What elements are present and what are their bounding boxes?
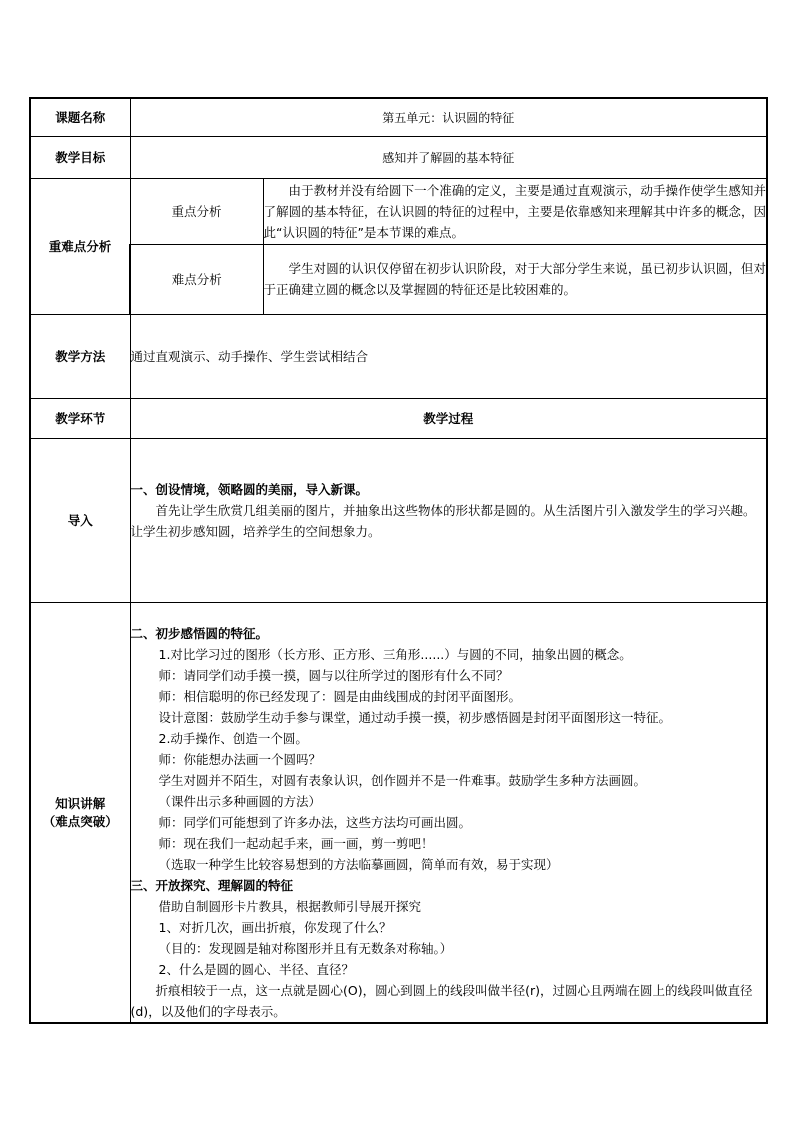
lesson-plan-table	[29, 97, 768, 1024]
knowledge-line: （目的：发现圆是轴对称图形并且有无数条对称轴。）	[158, 940, 453, 956]
process-content-header: 教学过程	[130, 398, 767, 438]
key-point-text: 由于教材并没有给圆下一个准确的定义，主要是通过直观演示，动手操作使学生感知并了解圆的基本特征，在认识圆的特征的过程中，主要是依靠感知来理解其中许多的概念，因此“认识圆的特征”是本节课的难点。	[263, 178, 767, 244]
knowledge-line: 师：现在我们一起动起手来，画一画，剪一剪吧！	[158, 835, 434, 851]
goal-value: 感知并了解圆的基本特征	[130, 136, 767, 178]
section-three-heading: 三、开放探究、理解圆的特征	[130, 877, 294, 893]
knowledge-line: （课件出示多种画圆的方法）	[158, 793, 322, 809]
knowledge-line: 设计意图：鼓励学生动手参与课堂，通过动手摸一摸，初步感悟圆是封闭平面图形这一特征。	[158, 709, 672, 725]
topic-row	[30, 98, 767, 136]
intro-heading: 一、创设情境，领略圆的美丽，导入新课。	[130, 481, 369, 497]
knowledge-line: 2、什么是圆的圆心、半径、直径？	[158, 961, 354, 977]
method-label: 教学方法	[30, 314, 130, 398]
knowledge-row	[30, 602, 767, 1023]
method-value: 通过直观演示、动手操作、学生尝试相结合	[130, 314, 767, 398]
intro-text: 首先让学生欣赏几组美丽的图片，并抽象出这些物体的形状都是圆的。从生活图片引入激发学生的学习兴趣。让学生初步感知圆，培养学生的空间想象力。	[130, 502, 756, 539]
difficult-point-row	[30, 244, 767, 314]
key-point-row	[30, 178, 767, 244]
knowledge-line: 师：请同学们动手摸一摸，圆与以往所学过的图形有什么不同？	[158, 667, 509, 683]
knowledge-line: 2.动手操作、创造一个圆。	[158, 730, 308, 746]
knowledge-line: 师：你能想办法画一个圆吗？	[158, 751, 322, 767]
knowledge-line: 学生对圆并不陌生，对圆有表象认识，创作圆并不是一件难事。鼓励学生多种方法画圆。	[158, 772, 647, 788]
knowledge-final-text: 折痕相较于一点，这一点就是圆心(O)，圆心到圆上的线段叫做半径(r)，过圆心且两端在圆上的线段叫做直径(d)，以及他们的字母表示。	[130, 982, 753, 1019]
intro-label: 导入	[30, 438, 130, 602]
knowledge-label-line1: 知识讲解	[55, 796, 106, 811]
difficult-point-text: 学生对圆的认识仅停留在初步认识阶段，对于大部分学生来说，虽已初步认识圆，但对于正确建立圆的概念以及掌握圆的特征还是比较困难的。	[263, 244, 767, 314]
analysis-label: 重难点分析	[30, 178, 130, 314]
knowledge-line: （选取一种学生比较容易想到的方法临摹画圆，简单而有效，易于实现）	[158, 856, 559, 872]
knowledge-line: 1、对折几次，画出折痕，你发现了什么？	[158, 919, 392, 935]
topic-label: 课题名称	[30, 98, 130, 136]
goal-label: 教学目标	[30, 136, 130, 178]
knowledge-line: 借助自制圆形卡片教具，根据教师引导展开探究	[158, 898, 422, 914]
topic-value: 第五单元：认识圆的特征	[130, 98, 767, 136]
key-point-label: 重点分析	[130, 178, 263, 244]
knowledge-line: 师：同学们可能想到了许多办法，这些方法均可画出圆。	[158, 814, 472, 830]
process-stage-header: 教学环节	[30, 398, 130, 438]
method-row	[30, 314, 767, 398]
intro-row	[30, 438, 767, 602]
goal-row	[30, 136, 767, 178]
knowledge-label	[30, 602, 130, 1023]
knowledge-label-line2: （难点突破）	[42, 814, 118, 829]
knowledge-line: 师：相信聪明的你已经发现了：圆是由曲线围成的封闭平面图形。	[158, 688, 522, 704]
difficult-point-label: 难点分析	[130, 244, 263, 314]
intro-content	[130, 438, 767, 602]
section-two-heading: 二、初步感悟圆的特征。	[130, 625, 269, 641]
process-header-row	[30, 398, 767, 438]
knowledge-line: 1.对比学习过的图形（长方形、正方形、三角形......）与圆的不同，抽象出圆的概念。	[158, 646, 632, 662]
knowledge-content	[130, 602, 767, 1023]
